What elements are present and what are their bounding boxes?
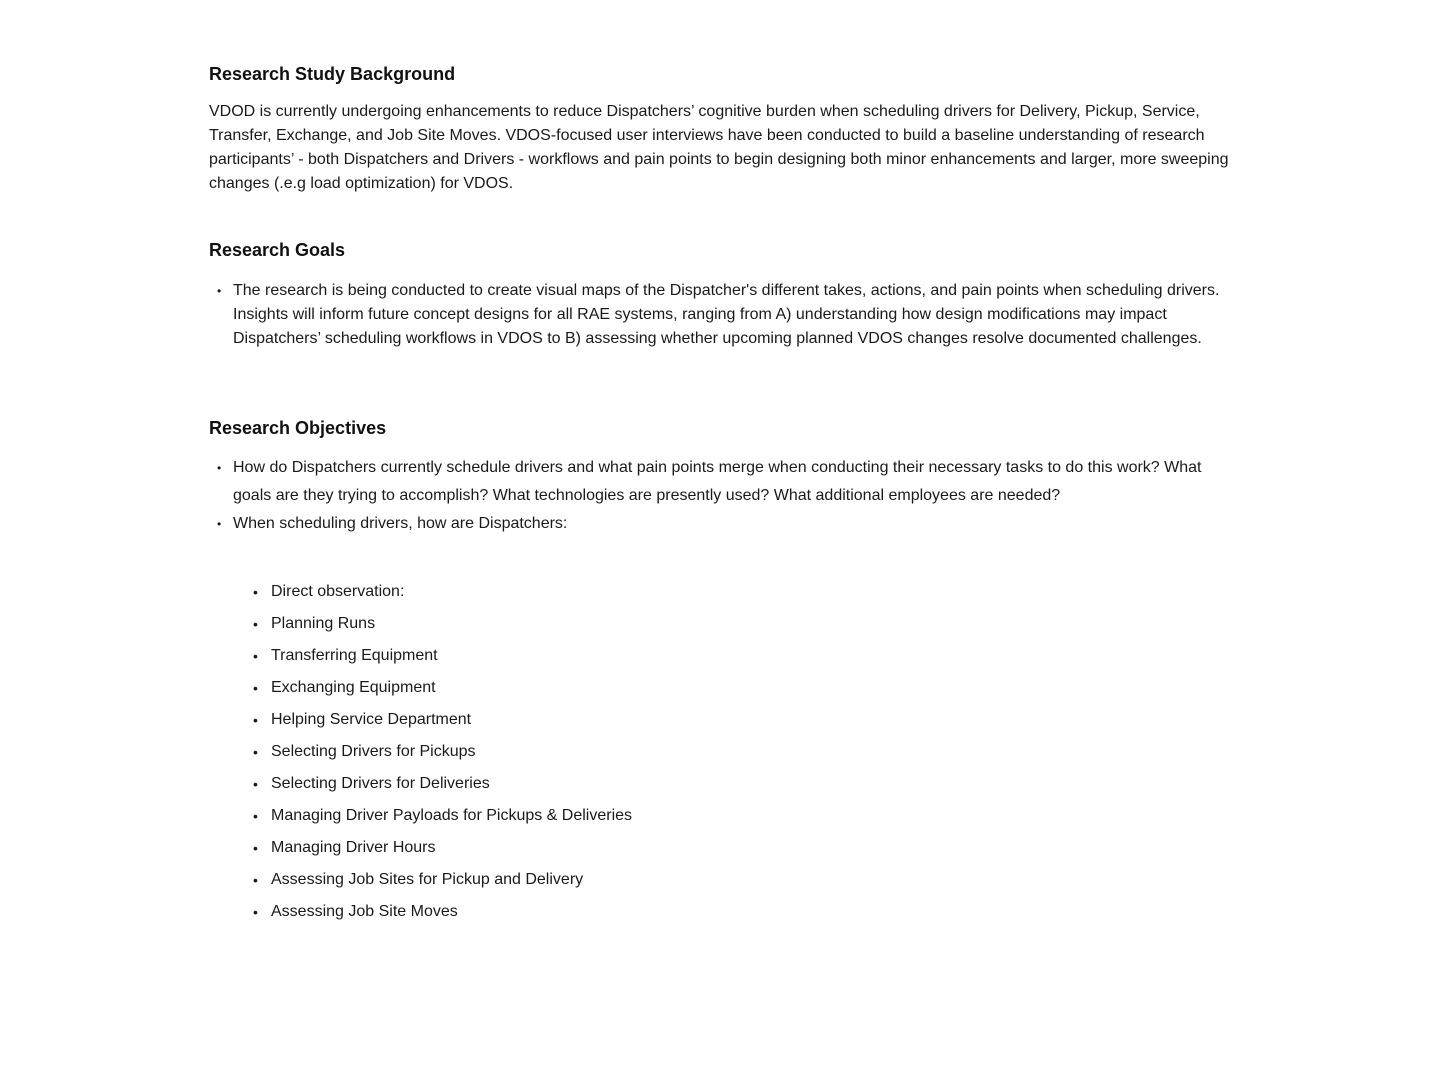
- bullet-icon: •: [217, 461, 222, 475]
- sub-list-item: [251, 704, 632, 736]
- sub-item-text: Transferring Equipment: [271, 647, 438, 664]
- bullet-icon: •: [253, 744, 258, 760]
- goals-list: [209, 279, 1239, 351]
- background-paragraph: VDOD is currently undergoing enhancements to reduce Dispatchers’ cognitive burden when scheduling drivers for Delivery, Pickup, Service, Transfer, Exchange, and Job Site Moves. VDOS-focused user interviews have been conducted to build a baseline understanding of research participants’ - both Dispatchers and Drivers - workflows and pain points to begin designing both minor enhancements and larger, more sweeping changes (.e.g load optimization) for VDOS.: [209, 103, 1229, 192]
- sub-item-text: Managing Driver Hours: [271, 839, 436, 856]
- sub-list-item: [251, 576, 632, 608]
- objectives-sub-list: [251, 576, 632, 928]
- bullet-icon: •: [253, 616, 258, 632]
- sub-list-item: [251, 672, 632, 704]
- objectives-item-text: How do Dispatchers currently schedule drivers and what pain points merge when conducting their necessary tasks to do this work? What goals are they trying to accomplish? What technologies are presently used? What additional employees are needed?: [233, 459, 1202, 504]
- bullet-icon: •: [253, 776, 258, 792]
- bullet-icon: •: [253, 712, 258, 728]
- bullet-icon: •: [253, 680, 258, 696]
- sub-item-text: Direct observation:: [271, 583, 405, 600]
- sub-list-item: [251, 608, 632, 640]
- objectives-list: [209, 454, 1239, 538]
- sub-item-text: Helping Service Department: [271, 711, 472, 728]
- sub-item-text: Selecting Drivers for Deliveries: [271, 775, 490, 792]
- sub-list-item: [251, 768, 632, 800]
- goals-item-text: The research is being conducted to create visual maps of the Dispatcher's different takes, actions, and pain points when scheduling drivers. Insights will inform future concept designs for all RAE systems, ranging from A) understanding how design modifications may impact Dispatchers’ scheduling workflows in VDOS to B) assessing whether upcoming planned VDOS changes resolve documented challenges.: [233, 282, 1220, 347]
- sub-item-text: Selecting Drivers for Pickups: [271, 743, 476, 760]
- sub-list-item: [251, 640, 632, 672]
- sub-list-item: [251, 896, 632, 928]
- goals-list-item: [209, 279, 1239, 351]
- objectives-list-item: [209, 454, 1239, 510]
- sub-item-text: Exchanging Equipment: [271, 679, 436, 696]
- bullet-icon: •: [253, 840, 258, 856]
- bullet-icon: •: [253, 872, 258, 888]
- sub-item-text: Managing Driver Payloads for Pickups & Deliveries: [271, 807, 633, 824]
- bullet-icon: •: [253, 648, 258, 664]
- sub-item-text: Assessing Job Site Moves: [271, 903, 458, 920]
- background-heading: Research Study Background: [209, 64, 456, 84]
- sub-list-item: [251, 736, 632, 768]
- objectives-heading: Research Objectives: [209, 418, 387, 438]
- sub-list-item: [251, 800, 632, 832]
- sub-item-text: Planning Runs: [271, 615, 376, 632]
- sub-item-text: Assessing Job Sites for Pickup and Delivery: [271, 871, 584, 888]
- objectives-list-item: [209, 510, 1239, 538]
- bullet-icon: •: [217, 284, 222, 298]
- bullet-icon: •: [217, 517, 222, 531]
- sub-list-item: [251, 864, 632, 896]
- bullet-icon: •: [253, 584, 258, 600]
- objectives-item-text: When scheduling drivers, how are Dispatchers:: [233, 515, 568, 532]
- bullet-icon: •: [253, 904, 258, 920]
- bullet-icon: •: [253, 808, 258, 824]
- sub-list-item: [251, 832, 632, 864]
- goals-heading: Research Goals: [209, 240, 346, 260]
